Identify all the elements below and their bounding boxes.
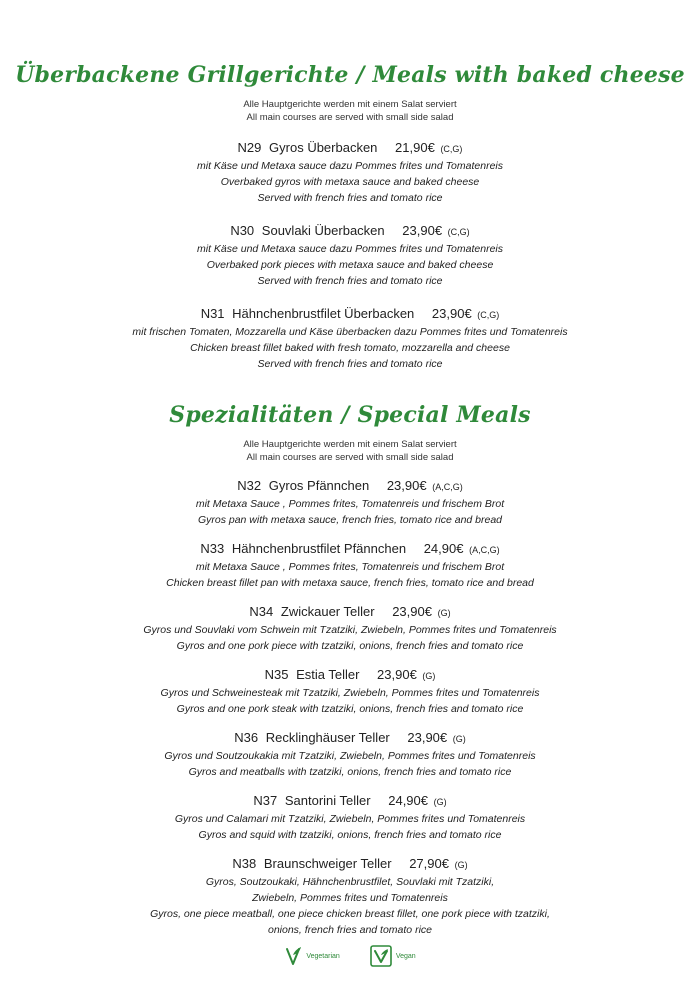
dish-n38 (0, 855, 700, 938)
dish-price: 23,90€ (402, 223, 443, 238)
dish-desc-line: mit frischen Tomaten, Mozzarella und Käse überbacken dazu Pommes frites und Tomatenreis (132, 326, 568, 338)
section-intro (0, 98, 700, 124)
intro-line-en: All main courses are served with small side salad (246, 112, 454, 123)
dish-price: 23,90€ (386, 478, 427, 493)
legend-vegetarian-label: Vegetarian (306, 952, 340, 960)
dish-allergens: (A,C,G) (469, 545, 500, 555)
vegan-badge-icon (370, 945, 392, 967)
dish-header (0, 666, 700, 685)
vegetarian-leaf-icon (284, 945, 302, 967)
dish-desc-line: Served with french fries and tomato rice (257, 275, 443, 287)
intro-line-de: Alle Hauptgerichte werden mit einem Salat serviert (243, 439, 457, 450)
dish-number: N31 (200, 306, 225, 321)
dish-desc-line: Gyros und Calamari mit Tzatziki, Zwiebeln, Pommes frites und Tomatenreis (174, 813, 526, 825)
legend-vegan-label: Vegan (395, 952, 416, 960)
dish-desc-line: Gyros und Souvlaki vom Schwein mit Tzatziki, Zwiebeln, Pommes frites und Tomatenreis (143, 624, 557, 636)
dish-price: 24,90€ (388, 793, 428, 808)
dish-name: Zwickauer Teller (280, 604, 375, 619)
dish-desc-line: Served with french fries and tomato rice (257, 358, 443, 370)
dish-header (0, 729, 700, 748)
dish-desc-line: mit Käse und Metaxa sauce dazu Pommes frites und Tomatenreis (196, 160, 503, 172)
dish-n30 (0, 222, 700, 289)
dish-desc-line: Served with french fries and tomato rice (257, 192, 443, 204)
dish-n36 (0, 729, 700, 780)
dish-number: N35 (264, 667, 289, 682)
section-title-special-meals: Spezialitäten / Special Meals (169, 402, 531, 428)
dish-number: N38 (232, 856, 257, 871)
dish-number: N34 (249, 604, 274, 619)
dish-desc-line: Gyros pan with metaxa sauce, french fries, tomato rice and bread (197, 514, 503, 526)
dish-desc-line: Gyros, Soutzoukaki, Hähnchenbrustfilet, Souvlaki mit Tzatziki, (205, 876, 495, 888)
dish-name: Hähnchenbrustfilet Überbacken (232, 306, 415, 321)
dish-name: Hähnchenbrustfilet Pfännchen (231, 541, 407, 556)
dish-desc-line: mit Metaxa Sauce , Pommes frites, Tomatenreis und frischem Brot (195, 498, 505, 510)
dish-desc-line: Gyros und Soutzoukakia mit Tzatziki, Zwiebeln, Pommes frites und Tomatenreis (164, 750, 536, 762)
dish-price: 21,90€ (395, 140, 435, 155)
dish-n35 (0, 666, 700, 717)
dish-number: N33 (200, 541, 225, 556)
dish-number: N36 (234, 730, 259, 745)
dish-header (0, 222, 700, 241)
dish-price: 23,90€ (407, 730, 448, 745)
dish-desc-line: Overbaked gyros with metaxa sauce and baked cheese (220, 176, 480, 188)
dish-n29 (0, 139, 700, 206)
dish-name: Estia Teller (296, 667, 360, 682)
dish-desc-line: Gyros and squid with tzatziki, onions, french fries and tomato rice (198, 829, 502, 841)
dish-header (0, 540, 700, 559)
dish-desc-line: Chicken breast fillet baked with fresh tomato, mozzarella and cheese (190, 342, 510, 354)
dish-desc-line: onions, french fries and tomato rice (267, 924, 432, 936)
dish-n34 (0, 603, 700, 654)
dish-price: 23,90€ (431, 306, 472, 321)
dish-n32 (0, 477, 700, 528)
intro-line-en: All main courses are served with small side salad (246, 452, 454, 463)
intro-line-de: Alle Hauptgerichte werden mit einem Salat serviert (243, 99, 457, 110)
dish-allergens: (C,G) (477, 310, 500, 320)
dish-header (0, 603, 700, 622)
dish-allergens: (G) (454, 860, 468, 870)
dish-desc-line: Overbaked pork pieces with metaxa sauce and baked cheese (206, 259, 494, 271)
dish-desc-line: Gyros, one piece meatball, one piece chicken breast fillet, one pork piece with tzatziki, (150, 908, 550, 920)
dish-header (0, 139, 700, 158)
dish-header (0, 477, 700, 496)
dish-desc-line: Chicken breast fillet pan with metaxa sauce, french fries, tomato rice and bread (166, 577, 534, 589)
dish-price: 23,90€ (392, 604, 432, 619)
dish-name: Recklinghäuser Teller (265, 730, 390, 745)
dish-desc-line: Gyros und Schweinesteak mit Tzatziki, Zwiebeln, Pommes frites und Tomatenreis (160, 687, 540, 699)
dish-header (0, 855, 700, 874)
dish-n31 (0, 305, 700, 372)
dish-price: 23,90€ (377, 667, 417, 682)
dish-n37 (0, 792, 700, 843)
section-title-baked-cheese: Überbackene Grillgerichte / Meals with baked cheese (15, 62, 685, 88)
dish-number: N30 (230, 223, 255, 238)
dish-allergens: (C,G) (440, 144, 463, 154)
dish-name: Gyros Überbacken (269, 140, 378, 155)
dish-allergens: (C,G) (447, 227, 470, 237)
section-intro (0, 438, 700, 464)
dish-desc-line: Gyros and one pork steak with tzatziki, onions, french fries and tomato rice (176, 703, 524, 715)
dish-number: N32 (237, 478, 262, 493)
dish-name: Gyros Pfännchen (268, 478, 370, 493)
dish-desc-line: Gyros and one pork piece with tzatziki, onions, french fries and tomato rice (176, 640, 524, 652)
dish-name: Souvlaki Überbacken (261, 223, 385, 238)
legend-vegetarian (284, 945, 339, 967)
dish-price: 24,90€ (423, 541, 464, 556)
dish-allergens: (G) (452, 734, 466, 744)
dish-header (0, 792, 700, 811)
dish-desc-line: mit Käse und Metaxa sauce dazu Pommes frites und Tomatenreis (196, 243, 503, 255)
dish-number: N37 (253, 793, 278, 808)
dish-n33 (0, 540, 700, 591)
dish-allergens: (A,C,G) (432, 482, 463, 492)
dish-desc-line: Zwiebeln, Pommes frites und Tomatenreis (252, 892, 448, 904)
dish-desc-line: mit Metaxa Sauce , Pommes frites, Tomatenreis und frischem Brot (195, 561, 505, 573)
dish-number: N29 (237, 140, 262, 155)
dish-name: Santorini Teller (284, 793, 371, 808)
dish-allergens: (G) (433, 797, 447, 807)
dish-allergens: (G) (422, 671, 436, 681)
dish-desc-line: Gyros and meatballs with tzatziki, onions, french fries and tomato rice (188, 766, 512, 778)
dish-header (0, 305, 700, 324)
dish-price: 27,90€ (409, 856, 449, 871)
dish-allergens: (G) (437, 608, 451, 618)
diet-legend (0, 944, 700, 968)
dish-name: Braunschweiger Teller (263, 856, 392, 871)
legend-vegan (370, 945, 416, 967)
